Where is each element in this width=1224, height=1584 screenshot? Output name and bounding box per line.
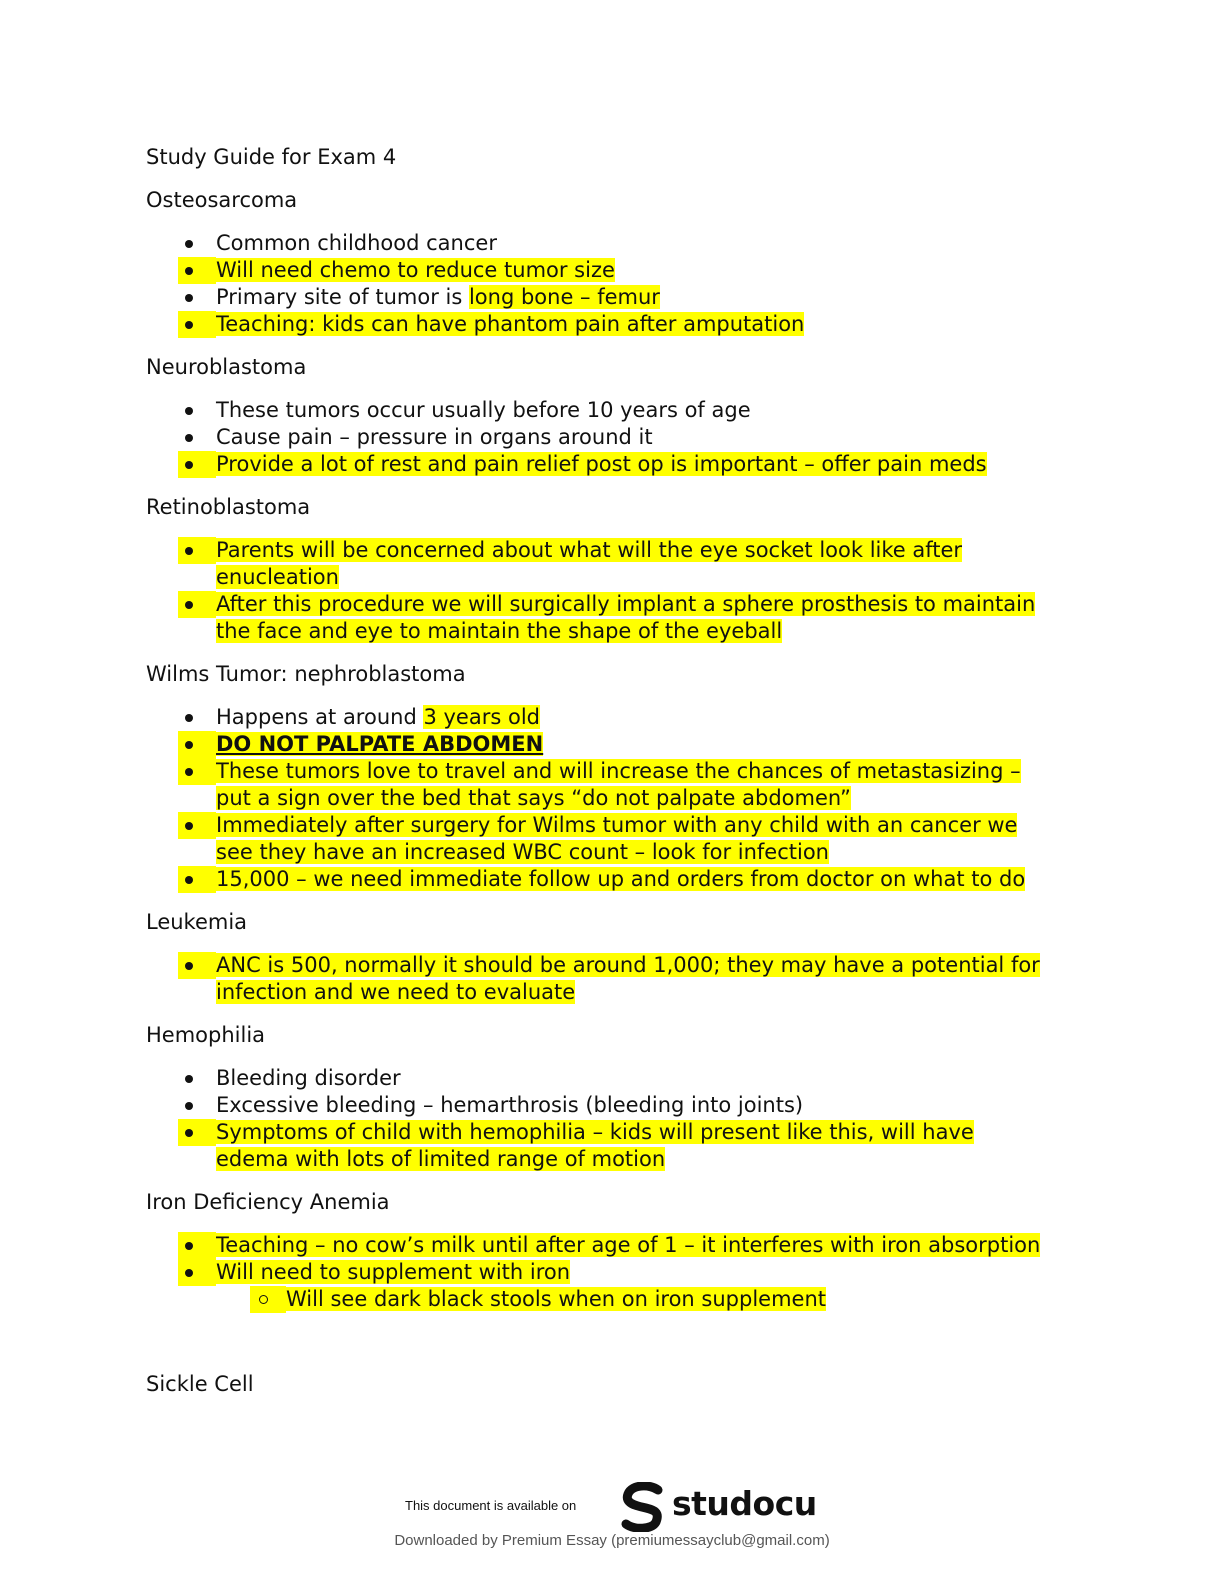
list-item: These tumors occur usually before 10 years of age [146, 397, 1086, 424]
bullet-icon [178, 1259, 216, 1286]
list-item: Bleeding disorder [146, 1065, 1086, 1092]
bullet-icon [178, 591, 216, 618]
bullet-icon [178, 284, 216, 311]
ida-list [146, 1232, 1086, 1313]
ida-sub-list [216, 1286, 1086, 1313]
list-item: Teaching – no cow’s milk until after age of 1 – it interferes with iron absorption [146, 1232, 1086, 1259]
section-title-iron-deficiency-anemia: Iron Deficiency Anemia [146, 1190, 390, 1214]
bullet-icon [178, 537, 216, 564]
list-item: Excessive bleeding – hemarthrosis (bleeding into joints) [146, 1092, 1086, 1119]
studocu-brand[interactable]: studocu [672, 1484, 817, 1523]
section-title-osteosarcoma: Osteosarcoma [146, 188, 298, 212]
list-item: Primary site of tumor is long bone – femur [146, 284, 1086, 311]
bullet-icon [178, 866, 216, 893]
section-title-wilms: Wilms Tumor: nephroblastoma [146, 662, 466, 686]
list-item: Teaching: kids can have phantom pain after amputation [146, 311, 1086, 338]
list-item: Provide a lot of rest and pain relief post op is important – offer pain meds [146, 451, 1086, 478]
bullet-icon [178, 1119, 216, 1146]
bullet-icon [178, 812, 216, 839]
bullet-icon [178, 451, 216, 478]
bullet-icon [178, 952, 216, 979]
section-title-sickle-cell: Sickle Cell [146, 1372, 254, 1396]
section-title-leukemia: Leukemia [146, 910, 248, 934]
circle-bullet-icon [250, 1286, 286, 1313]
list-item: Will see dark black stools when on iron supplement [146, 1286, 1086, 1313]
list-item: 15,000 – we need immediate follow up and orders from doctor on what to do [146, 866, 1086, 893]
bullet-icon [178, 397, 216, 424]
list-item: Cause pain – pressure in organs around it [146, 424, 1086, 451]
list-item: ANC is 500, normally it should be around 1,000; they may have a potential for infection and we need to evaluate [146, 952, 1086, 1006]
bullet-icon [178, 1065, 216, 1092]
bullet-icon [178, 257, 216, 284]
list-item: Parents will be concerned about what will the eye socket look like after enucleation [146, 537, 1086, 591]
retinoblastoma-list [146, 537, 1086, 645]
hemophilia-list [146, 1065, 1086, 1173]
list-item: After this procedure we will surgically implant a sphere prosthesis to maintain the face and eye to maintain the shape of the eyeball [146, 591, 1086, 645]
neuroblastoma-list [146, 397, 1086, 478]
bullet-icon [178, 1092, 216, 1119]
wilms-list [146, 704, 1086, 893]
bullet-icon [178, 424, 216, 451]
list-item: Will need chemo to reduce tumor size [146, 257, 1086, 284]
bullet-icon [178, 758, 216, 785]
list-item: These tumors love to travel and will increase the chances of metastasizing – put a sign over the bed that says “do not palpate abdomen” [146, 758, 1086, 812]
bullet-icon [178, 1232, 216, 1259]
bullet-icon [178, 731, 216, 758]
list-item: Immediately after surgery for Wilms tumor with any child with an cancer we see they have an increased WBC count – look for infection [146, 812, 1086, 866]
available-on-text: This document is available on [405, 1498, 577, 1513]
section-title-hemophilia: Hemophilia [146, 1023, 266, 1047]
section-title-retinoblastoma: Retinoblastoma [146, 495, 311, 519]
bullet-icon [178, 230, 216, 257]
list-item: Common childhood cancer [146, 230, 1086, 257]
list-item: DO NOT PALPATE ABDOMEN [146, 731, 1086, 758]
leukemia-list [146, 952, 1086, 1006]
downloaded-by-text: Downloaded by Premium Essay (premiumessayclub@gmail.com) [394, 1532, 830, 1549]
list-item: Happens at around 3 years old [146, 704, 1086, 731]
bullet-icon [178, 704, 216, 731]
osteosarcoma-list [146, 230, 1086, 338]
document-body [146, 144, 1086, 1414]
page-title: Study Guide for Exam 4 [146, 145, 397, 169]
section-title-neuroblastoma: Neuroblastoma [146, 355, 307, 379]
bullet-icon [178, 311, 216, 338]
list-item: Will need to supplement with iron Will see dark black stools when on iron supplement [146, 1259, 1086, 1313]
studocu-logo-icon[interactable] [620, 1482, 666, 1532]
list-item: Symptoms of child with hemophilia – kids will present like this, will have edema with lots of limited range of motion [146, 1119, 1086, 1173]
